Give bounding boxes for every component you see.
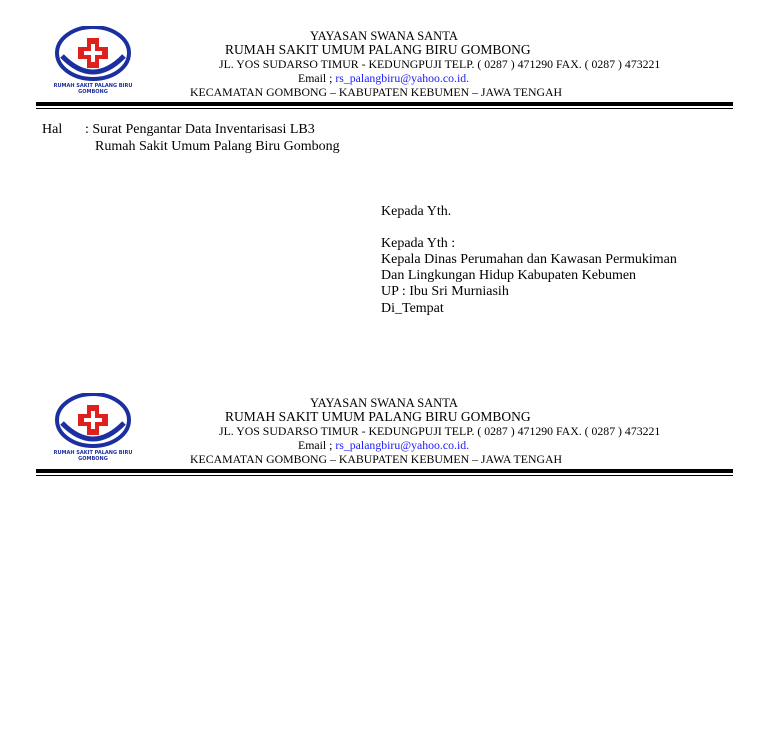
subject-line2: Rumah Sakit Umum Palang Biru Gombong	[95, 139, 340, 154]
district-line: KECAMATAN GOMBONG – KABUPATEN KEBUMEN – JAWA TENGAH	[190, 85, 563, 99]
footer-rule-thick	[36, 469, 733, 473]
header-rule-thin	[36, 108, 733, 109]
email-link[interactable]: rs_palangbiru@yahoo.co.id.	[335, 438, 470, 452]
footer-rule-thin	[36, 475, 733, 476]
recipient-greeting-2: Kepada Yth :	[381, 236, 456, 251]
recipient-greeting: Kepada Yth.	[381, 204, 452, 219]
email-line	[298, 71, 469, 85]
logo-text-line1: RUMAH SAKIT PALANG BIRU	[54, 83, 132, 89]
hospital-name: RUMAH SAKIT UMUM PALANG BIRU GOMBONG	[225, 42, 531, 57]
recipient-line1: Kepala Dinas Perumahan dan Kawasan Permukiman	[381, 252, 677, 267]
letterhead-top	[0, 26, 768, 114]
subject-label: Hal	[42, 122, 63, 137]
email-link[interactable]: rs_palangbiru@yahoo.co.id.	[335, 71, 470, 85]
subject-line1: : Surat Pengantar Data Inventarisasi LB3	[85, 122, 315, 137]
logo-text-line1: RUMAH SAKIT PALANG BIRU	[54, 450, 132, 456]
hospital-logo-icon	[54, 393, 132, 461]
letterhead-bottom	[0, 393, 768, 481]
email-label: Email ;	[298, 71, 336, 85]
recipient-line2: Dan Lingkungan Hidup Kabupaten Kebumen	[381, 268, 637, 283]
hospital-address: JL. YOS SUDARSO TIMUR - KEDUNGPUJI TELP. ( 0287 ) 471290 FAX. ( 0287 ) 473221	[219, 424, 661, 438]
hospital-logo-icon	[54, 26, 132, 94]
logo-text-line2: GOMBONG	[78, 89, 108, 94]
foundation-name: YAYASAN SWANA SANTA	[310, 396, 458, 410]
email-line	[298, 438, 469, 452]
recipient-line4: Di_Tempat	[381, 301, 444, 316]
hospital-address: JL. YOS SUDARSO TIMUR - KEDUNGPUJI TELP. ( 0287 ) 471290 FAX. ( 0287 ) 473221	[219, 57, 661, 71]
logo-text-line2: GOMBONG	[78, 456, 108, 461]
recipient-line3: UP : Ibu Sri Murniasih	[381, 284, 509, 299]
district-line: KECAMATAN GOMBONG – KABUPATEN KEBUMEN – JAWA TENGAH	[190, 452, 563, 466]
email-label: Email ;	[298, 438, 336, 452]
foundation-name: YAYASAN SWANA SANTA	[310, 29, 458, 43]
header-rule-thick	[36, 102, 733, 106]
hospital-name: RUMAH SAKIT UMUM PALANG BIRU GOMBONG	[225, 409, 531, 424]
